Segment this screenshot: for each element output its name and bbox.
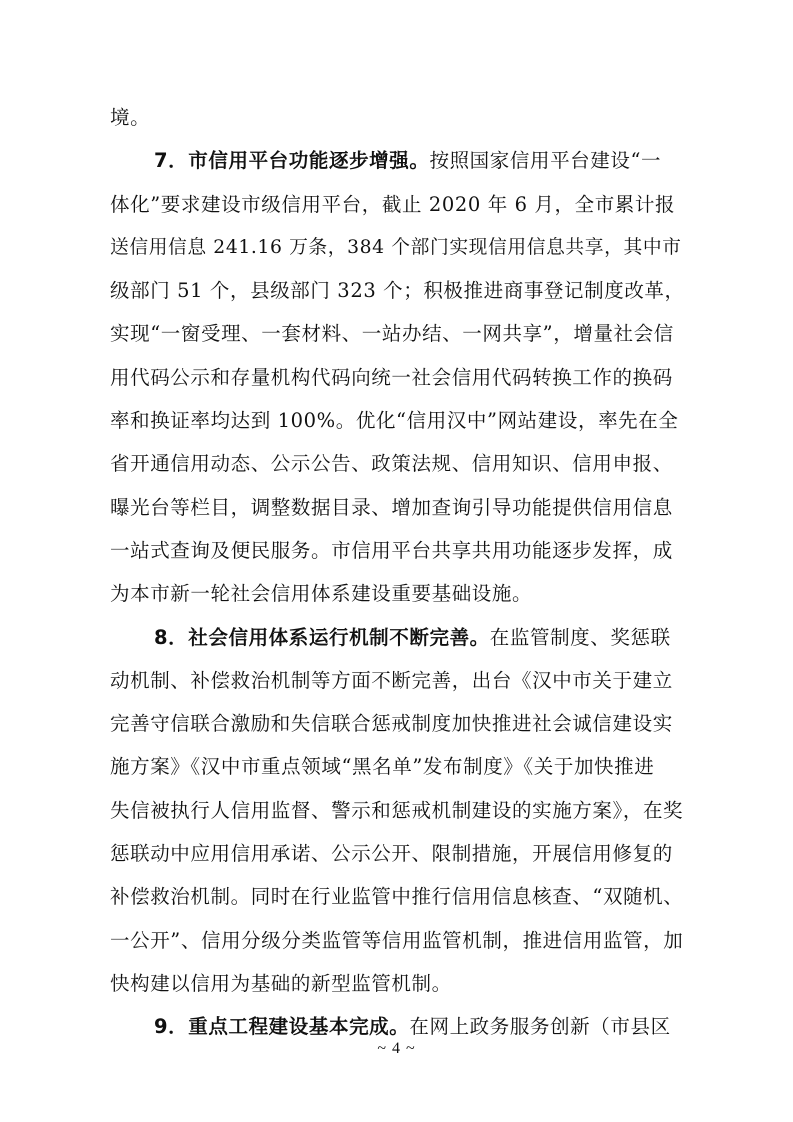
- text-line: [110, 745, 688, 788]
- line-text: 在网上政务服务创新（市县区: [409, 1015, 671, 1039]
- line-text: 境。: [110, 106, 151, 129]
- text-line: [110, 919, 688, 962]
- text-line: [110, 616, 688, 659]
- line-text: 补偿救治机制。同时在行业监管中推行信用信息核查、“双随机、: [110, 885, 684, 909]
- line-text: 曝光台等栏目，调整数据目录、增加查询引导功能提供信用信息: [110, 495, 673, 519]
- text-line: [110, 529, 688, 572]
- line-text: 施方案》《汉中市重点领域“黑名单”发布制度》《关于加快推进: [110, 755, 655, 779]
- line-text: 失信被执行人信用监督、警示和惩戒机制建设的实施方案》，在奖: [110, 798, 684, 822]
- text-line: [110, 312, 688, 355]
- text-line: [110, 183, 688, 226]
- section-heading: 9．重点工程建设基本完成。: [154, 1015, 410, 1039]
- line-text: 完善守信联合激励和失信联合惩戒制度加快推进社会诚信建设实: [110, 712, 673, 736]
- line-text: 为本市新一轮社会信用体系建设重要基础设施。: [110, 582, 533, 606]
- text-line: [110, 572, 688, 615]
- text-line: [110, 269, 688, 312]
- line-text: 省开通信用动态、公示公告、政策法规、信用知识、信用申报、: [110, 452, 673, 476]
- line-text: 率和换证率均达到 100%。优化“信用汉中”网站建设，率先在全: [110, 409, 679, 433]
- text-line: [110, 875, 688, 918]
- text-line: [110, 226, 688, 269]
- section-heading: 8．社会信用体系运行机制不断完善。: [154, 625, 490, 649]
- line-text: 实现“一窗受理、一套材料、一站办结、一网共享”，增量社会信: [110, 322, 674, 346]
- text-line: [110, 96, 688, 139]
- text-line: [110, 702, 688, 745]
- line-text: 一站式查询及便民服务。市信用平台共享共用功能逐步发挥，成: [110, 538, 673, 562]
- text-line: [110, 832, 688, 875]
- line-text: 级部门 51 个，县级部门 323 个；积极推进商事登记制度改革，: [110, 279, 685, 303]
- line-text: 快构建以信用为基础的新型监管机制。: [110, 971, 452, 995]
- text-line: [110, 486, 688, 529]
- section-heading: 7．市信用平台功能逐步增强。: [154, 149, 430, 173]
- line-text: 动机制、补偿救治机制等方面不断完善，出台《汉中市关于建立: [110, 668, 673, 692]
- line-text: 送信用信息 241.16 万条，384 个部门实现信用信息共享，其中市: [110, 236, 682, 258]
- text-line: [110, 399, 688, 442]
- line-text: 体化”要求建设市级信用平台，截止 2020 年 6 月，全市累计报: [110, 192, 676, 216]
- document-body: [110, 96, 688, 1049]
- text-line: [110, 962, 688, 1005]
- line-text: 按照国家信用平台建设“一: [429, 149, 662, 173]
- line-text: 在监管制度、奖惩联: [489, 625, 671, 649]
- line-text: 用代码公示和存量机构代码向统一社会信用代码转换工作的换码: [110, 365, 673, 389]
- text-line: [110, 442, 688, 485]
- text-line: [110, 139, 688, 182]
- page-number: ~ 4 ~: [377, 1040, 416, 1057]
- text-line: [110, 356, 688, 399]
- text-line: [110, 789, 688, 832]
- text-line: [110, 659, 688, 702]
- line-text: 惩联动中应用信用承诺、公示公开、限制措施，开展信用修复的: [110, 842, 673, 866]
- line-text: 一公开”、信用分级分类监管等信用监管机制，推进信用监管，加: [110, 928, 684, 952]
